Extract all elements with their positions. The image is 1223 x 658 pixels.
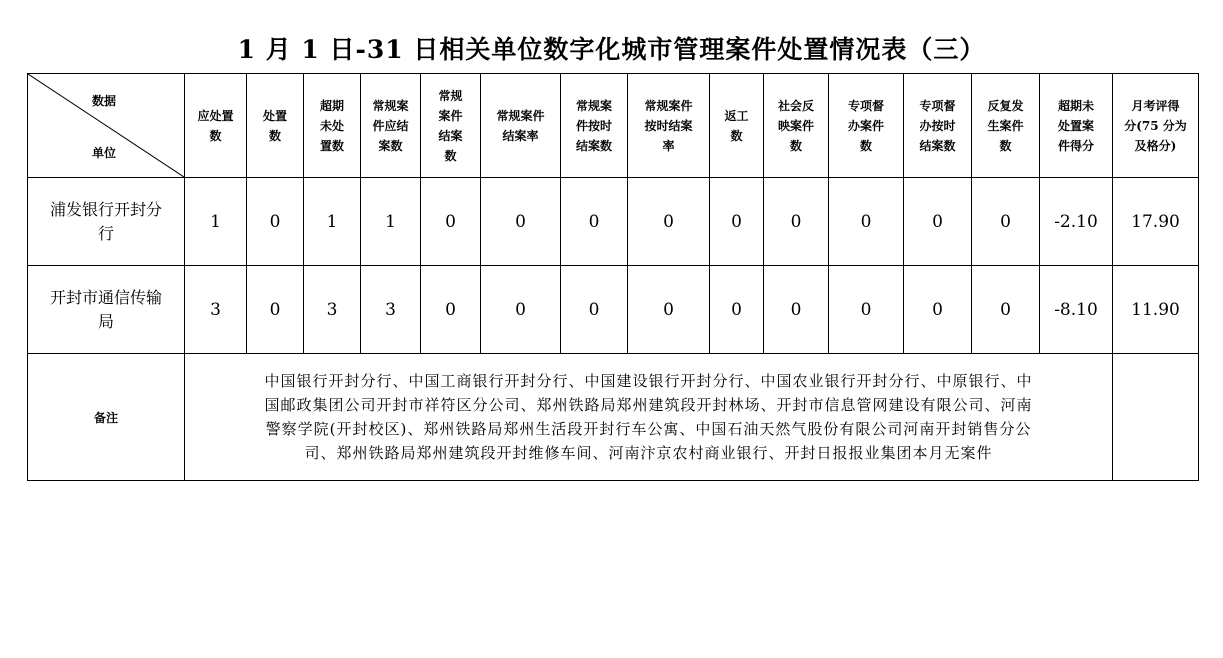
table-cell: 0 xyxy=(710,266,764,354)
corner-label-data: 数据 xyxy=(92,94,117,108)
table-cell: -8.10 xyxy=(1040,266,1113,354)
table-cell: 0 xyxy=(481,266,561,354)
table-cell: 0 xyxy=(481,178,561,266)
column-header: 超期 未处 置数 xyxy=(304,74,361,178)
table-cell: 0 xyxy=(628,178,710,266)
column-header: 常规 案件 结案 数 xyxy=(421,74,481,178)
table-cell: 0 xyxy=(829,178,904,266)
table-cell: 0 xyxy=(764,178,829,266)
table-cell: 0 xyxy=(710,178,764,266)
table-cell: 3 xyxy=(304,266,361,354)
table-cell: 3 xyxy=(361,266,421,354)
table-cell: 0 xyxy=(972,266,1040,354)
table-cell: 0 xyxy=(247,178,304,266)
table-cell: 3 xyxy=(185,266,247,354)
table-cell: 11.90 xyxy=(1113,266,1199,354)
note-row xyxy=(28,354,1199,481)
note-label: 备注 xyxy=(28,354,185,481)
column-header: 超期未 处置案 件得分 xyxy=(1040,74,1113,178)
diagonal-line xyxy=(28,74,184,177)
column-header: 反复发 生案件 数 xyxy=(972,74,1040,178)
table-cell: 0 xyxy=(829,266,904,354)
column-header: 月考评得 分(75 分为 及格分) xyxy=(1113,74,1199,178)
table-cell: 0 xyxy=(561,266,628,354)
table-cell: 0 xyxy=(904,266,972,354)
page-title: 1 月 1 日-31 日相关单位数字化城市管理案件处置情况表（三） xyxy=(237,35,986,64)
table-cell: 1 xyxy=(304,178,361,266)
table-cell: 0 xyxy=(421,178,481,266)
header-row xyxy=(28,74,1199,178)
column-header: 应处置 数 xyxy=(185,74,247,178)
column-header: 社会反 映案件 数 xyxy=(764,74,829,178)
column-header: 专项督 办按时 结案数 xyxy=(904,74,972,178)
column-header: 常规案 件应结 案数 xyxy=(361,74,421,178)
table-cell: 0 xyxy=(247,266,304,354)
table-cell: 17.90 xyxy=(1113,178,1199,266)
table-row xyxy=(28,178,1199,266)
unit-name-cell: 开封市通信传输 局 xyxy=(28,266,185,354)
corner-header-cell xyxy=(28,74,185,178)
table-cell: 0 xyxy=(421,266,481,354)
column-header: 常规案件 结案率 xyxy=(481,74,561,178)
table-cell: 0 xyxy=(561,178,628,266)
column-header: 常规案 件按时 结案数 xyxy=(561,74,628,178)
table-row xyxy=(28,266,1199,354)
report-table xyxy=(27,73,1199,481)
corner-label-unit: 单位 xyxy=(92,146,117,160)
column-header: 返工 数 xyxy=(710,74,764,178)
table-cell: -2.10 xyxy=(1040,178,1113,266)
table-cell: 0 xyxy=(972,178,1040,266)
column-header: 常规案件 按时结案 率 xyxy=(628,74,710,178)
note-text: 中国银行开封分行、中国工商银行开封分行、中国建设银行开封分行、中国农业银行开封分行、中原银行、中 国邮政集团公司开封市祥符区分公司、郑州铁路局郑州建筑段开封林场、开封市信息管网建设有限公司、河南 警察学院(开封校区)、郑州铁路局郑州生活段开封行车公寓、中国石油天然气股份有限公司河南开封销售分公 司、郑州铁路局郑州建筑段开封维修车间、河南汴京农村商业银行、开封日报报业集团本月无案件 xyxy=(185,354,1113,481)
table-cell: 0 xyxy=(904,178,972,266)
note-empty-cell xyxy=(1113,354,1199,481)
table-cell: 1 xyxy=(361,178,421,266)
column-header: 处置 数 xyxy=(247,74,304,178)
unit-name-cell: 浦发银行开封分 行 xyxy=(28,178,185,266)
table-cell: 1 xyxy=(185,178,247,266)
column-header: 专项督 办案件 数 xyxy=(829,74,904,178)
table-cell: 0 xyxy=(764,266,829,354)
table-cell: 0 xyxy=(628,266,710,354)
